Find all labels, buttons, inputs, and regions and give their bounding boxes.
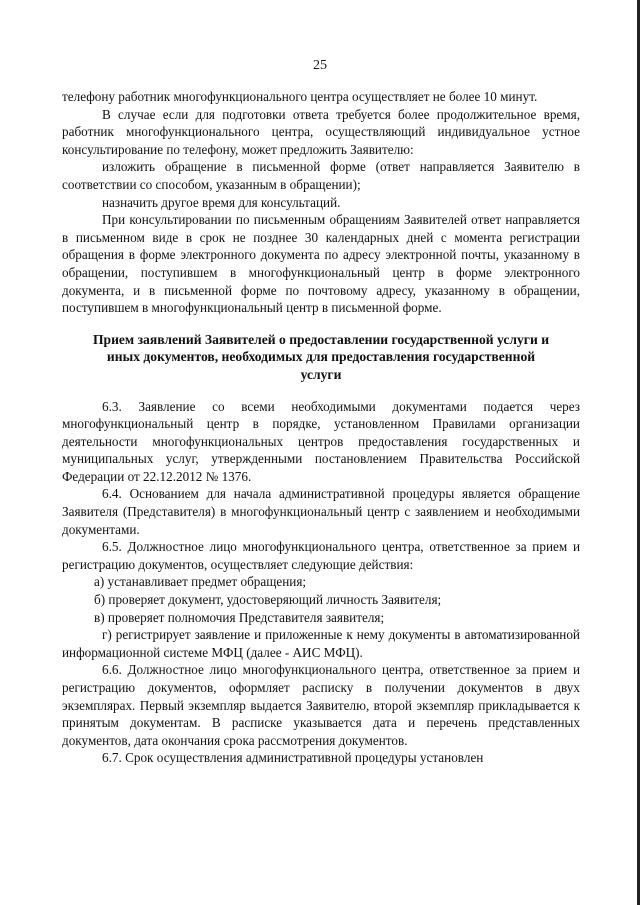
paragraph-6-3: 6.3. Заявление со всеми необходимыми документами подается через многофункциональный центр в порядке, установленном Правилами организации деятельности многофункциональных центров предоставления государственных и муниципальных услуг, утвержденными постановлением Правительства Российской Федерации от 22.12.2012 № 1376. bbox=[62, 398, 580, 484]
paragraph: изложить обращение в письменной форме (ответ направляется Заявителю в соответствии со способом, указанным в обращении); bbox=[62, 159, 580, 192]
paragraph-6-7: 6.7. Срок осуществления административной процедуры установлен bbox=[102, 750, 484, 766]
document-body bbox=[62, 88, 580, 767]
paragraph: телефону работник многофункционального центра осуществляет не более 10 минут. bbox=[62, 89, 538, 104]
paragraph: При консультировании по письменным обращениям Заявителей ответ направляется в письменном виде в срок не позднее 30 календарных дней с момента регистрации обращения в форме электронного документа по адресу электронной почты, указанному в обращении, поступившем в многофункциональный центр в форме электронного документа, и в письменной форме по почтовому адресу, указанному в обращении, поступившем в многофункциональный центр в письменной форме. bbox=[62, 212, 580, 316]
list-item-a: а) устанавливает предмет обращения; bbox=[94, 574, 307, 590]
paragraph: В случае если для подготовки ответа требуется более продолжительное время, работник многофункционального центра, осуществляющий индивидуальное устное консультирование по телефону, может предложить Заявителю: bbox=[62, 106, 580, 157]
list-item-g: г) регистрирует заявление и приложенные к нему документы в автоматизированной информационной системе МФЦ (далее - АИС МФЦ). bbox=[62, 627, 580, 660]
paragraph-6-6: 6.6. Должностное лицо многофункционального центра, ответственное за прием и регистрацию документов, оформляет расписку в получении документов в двух экземплярах. Первый экземпляр выдается Заявителю, второй экземпляр прикладывается к принятым документам. В расписке указывается дата и перечень представленных документов, дата окончания срока рассмотрения документов. bbox=[62, 662, 580, 748]
section-heading: Прием заявлений Заявителей о предоставлении государственной услуги и иных документов, необходимых для предоставления государственной услуги bbox=[92, 331, 550, 382]
paragraph: назначить другое время для консультаций. bbox=[102, 194, 341, 210]
paragraph-6-4: 6.4. Основанием для начала административной процедуры является обращение Заявителя (Представителя) в многофункциональный центр с заявлением и необходимыми документами. bbox=[62, 486, 580, 537]
list-item-b: б) проверяет документ, удостоверяющий личность Заявителя; bbox=[94, 592, 442, 608]
list-item-v: в) проверяет полномочия Представителя заявителя; bbox=[94, 609, 385, 625]
paragraph-6-5: 6.5. Должностное лицо многофункционального центра, ответственное за прием и регистрацию документов, осуществляет следующие действия: bbox=[62, 539, 580, 572]
page-number: 25 bbox=[313, 58, 327, 73]
